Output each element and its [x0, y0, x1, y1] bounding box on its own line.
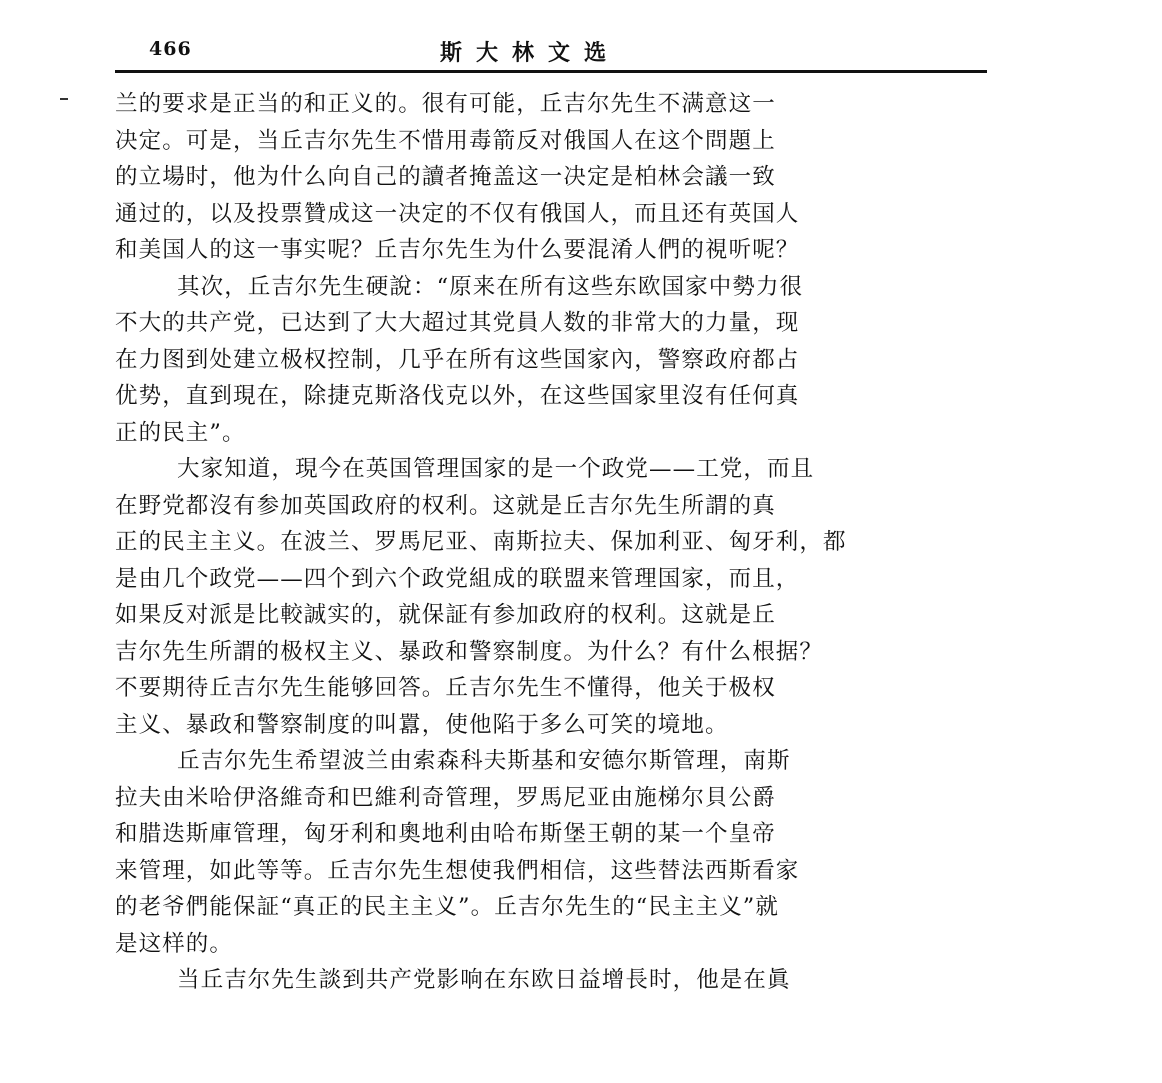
text-line: 和腊迭斯庫管理，匈牙利和奧地利由哈布斯堡王朝的某一个皇帝: [115, 821, 776, 847]
text-line: 吉尔先生所謂的极权主义、暴政和警察制度。为什么？有什么根据？: [115, 638, 824, 665]
text-line: 来管理，如此等等。丘吉尔先生想使我們相信，这些替法西斯看家: [115, 857, 800, 884]
text-line: 的老爷們能保証“真正的民主主义”。丘吉尔先生的“民主主义”就: [115, 894, 780, 920]
page-header: [115, 36, 987, 68]
text-line: 其次，丘吉尔先生硬說：“原来在所有这些东欧国家中勢力很: [177, 273, 804, 300]
text-line: 是这样的。: [115, 930, 234, 957]
text-line: 当丘吉尔先生談到共产党影响在东欧日益增長时，他是在眞: [177, 967, 791, 993]
text-line: 不要期待丘吉尔先生能够回答。丘吉尔先生不懂得，他关于极权: [115, 675, 776, 701]
text-line: 是由几个政党——四个到六个政党組成的联盟来管理国家，而且，: [115, 565, 800, 592]
text-line: 通过的，以及投票贊成这一决定的不仅有俄国人，而且还有英国人: [115, 200, 800, 227]
text-line: 丘吉尔先生希望波兰由索森科夫斯基和安德尔斯管理，南斯: [177, 748, 791, 774]
text-line: 不大的共产党，已达到了大大超过其党員人数的非常大的力量，现: [115, 310, 800, 336]
text-line: 大家知道，現今在英国管理国家的是一个政党——工党，而且: [177, 456, 815, 482]
text-line: 如果反对派是比較誠实的，就保証有参加政府的权利。这就是丘: [115, 602, 776, 628]
body-text: [115, 86, 987, 999]
text-line: 决定。可是，当丘吉尔先生不惜用毒箭反对俄国人在这个問題上: [115, 127, 776, 154]
paragraph: [115, 451, 987, 743]
page-number: 466: [149, 38, 192, 60]
text-line: 主义、暴政和警察制度的叫囂，使他陷于多么可笑的境地。: [115, 711, 729, 738]
paragraph: [115, 269, 987, 452]
text-line: 兰的要求是正当的和正义的。很有可能，丘吉尔先生不满意这一: [115, 91, 776, 117]
running-title: 斯大林文选: [440, 40, 621, 66]
text-line: 拉夫由米哈伊洛維奇和巴維利奇管理，罗馬尼亚由施梯尔貝公爵: [115, 784, 776, 811]
text-line: 的立場时，他为什么向自己的讀者掩盖这一决定是柏林会議一致: [115, 164, 776, 190]
text-line: 正的民主主义。在波兰、罗馬尼亚、南斯拉夫、保加利亚、匈牙利，都: [115, 529, 847, 555]
paragraph: [115, 962, 987, 999]
text-line: 在力图到处建立极权控制，几乎在所有这些国家內，警察政府都占: [115, 346, 800, 373]
header-rule: [115, 70, 987, 73]
text-line: 和美国人的这一事实呢？丘吉尔先生为什么要混淆人們的視听呢？: [115, 237, 800, 263]
text-line: 正的民主”。: [115, 419, 246, 446]
text-line: 优势，直到現在，除捷克斯洛伐克以外，在这些国家里沒有任何真: [115, 383, 800, 409]
paragraph: [115, 86, 987, 269]
paragraph: [115, 743, 987, 962]
margin-mark: [60, 98, 68, 100]
text-line: 在野党都沒有参加英国政府的权利。这就是丘吉尔先生所謂的真: [115, 492, 776, 519]
